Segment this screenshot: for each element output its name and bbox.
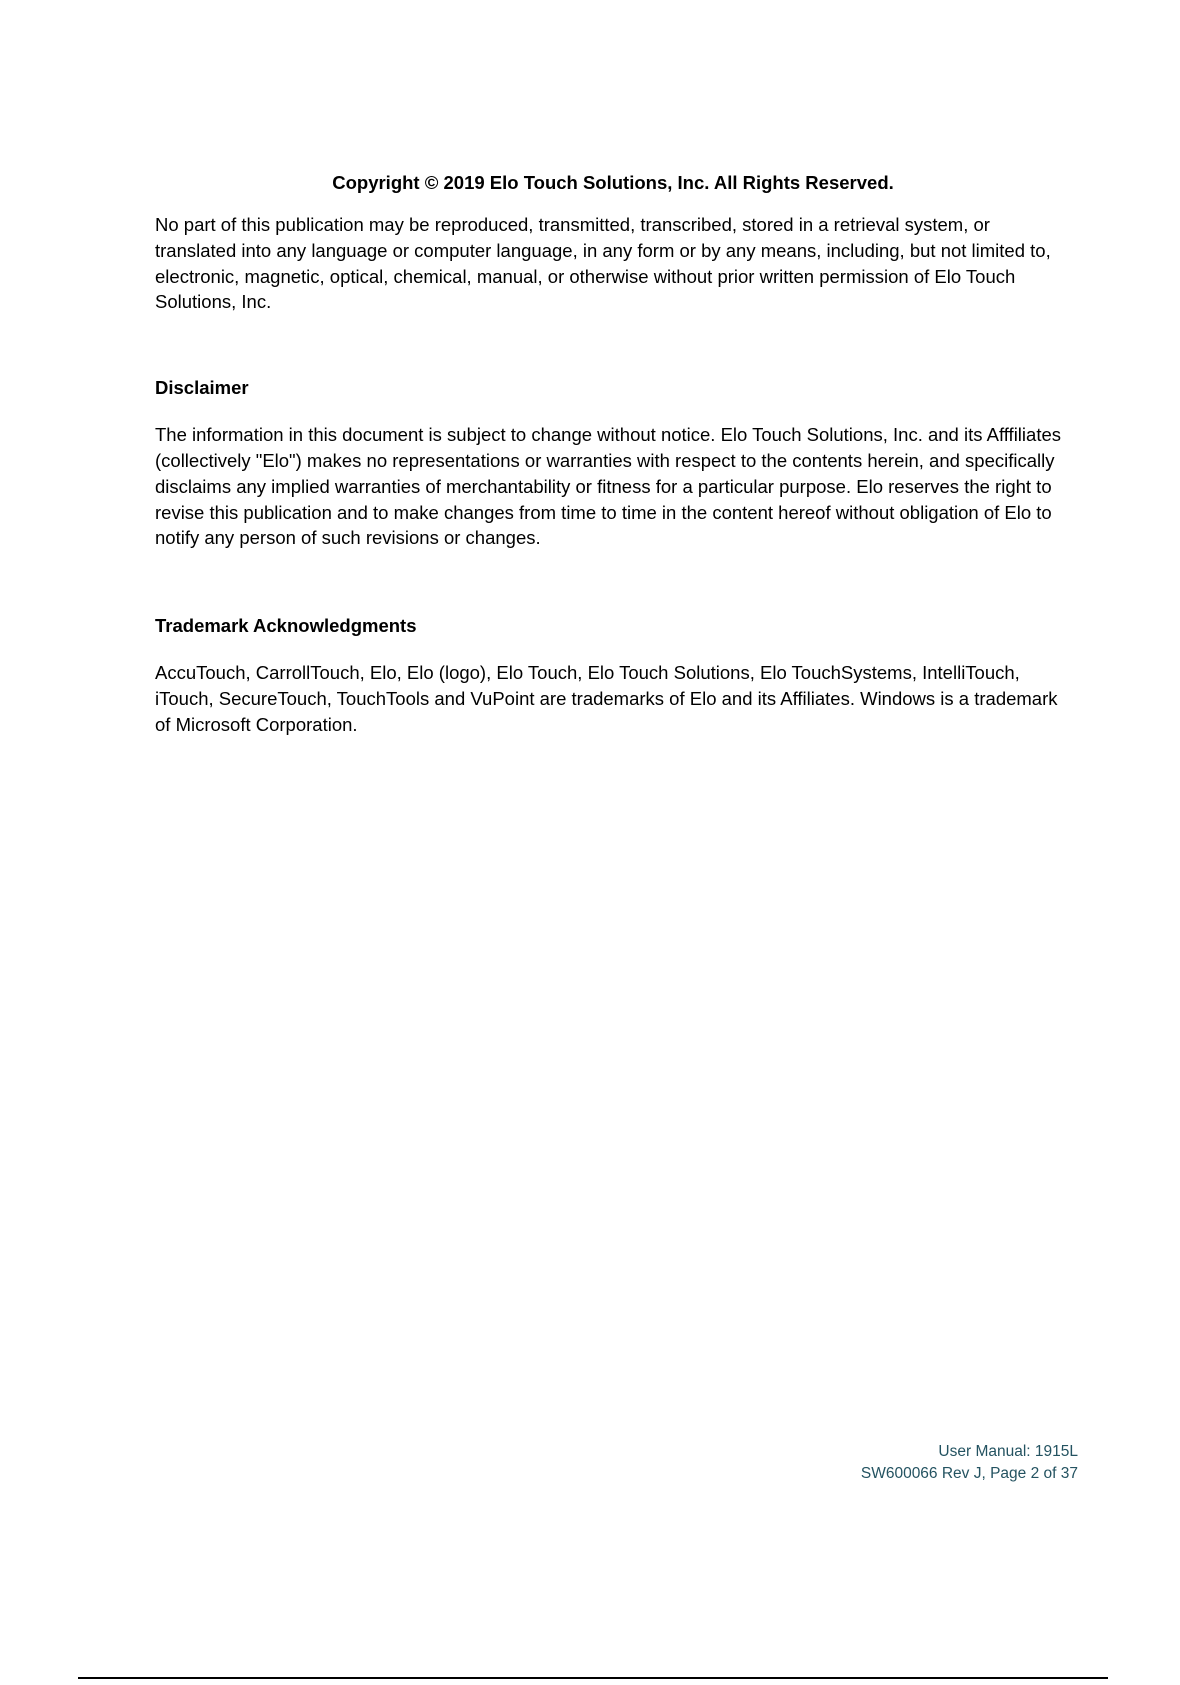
trademark-paragraph: AccuTouch, CarrollTouch, Elo, Elo (logo), Elo Touch, Elo Touch Solutions, Elo TouchSystems, IntelliTouch, iTouch, SecureTouch, TouchTools and VuPoint are trademarks of Elo and its Affiliates. Windows is a trademark of Microsoft Corporation. xyxy=(155,662,1058,735)
footer-divider-rule xyxy=(78,1677,1108,1679)
trademark-heading: Trademark Acknowledgments xyxy=(155,615,417,637)
disclaimer-heading: Disclaimer xyxy=(155,377,249,399)
document-body xyxy=(155,171,1071,738)
footer-revision-page-number: SW600066 Rev J, Page 2 of 37 xyxy=(860,1465,1078,1482)
copyright-title: Copyright © 2019 Elo Touch Solutions, Inc. All Rights Reserved. xyxy=(332,172,894,193)
page-footer xyxy=(861,1441,1078,1485)
footer-manual-label: User Manual: 1915L xyxy=(938,1443,1078,1460)
copyright-paragraph: No part of this publication may be reproduced, transmitted, transcribed, stored in a retrieval system, or translated into any language or computer language, in any form or by any means, including, but not limited to, electronic, magnetic, optical, chemical, manual, or otherwise without prior written permission of Elo Touch Solutions, Inc. xyxy=(155,214,1051,313)
disclaimer-paragraph: The information in this document is subject to change without notice. Elo Touch Solutions, Inc. and its Afffiliates (collectively "Elo") makes no representations or warranties with respect to the contents herein, and specifically disclaims any implied warranties of merchantability or fitness for a particular purpose. Elo reserves the right to revise this publication and to make changes from time to time in the content hereof without obligation of Elo to notify any person of such revisions or changes. xyxy=(155,424,1061,549)
spacer xyxy=(155,551,1071,615)
spacer xyxy=(155,315,1071,377)
